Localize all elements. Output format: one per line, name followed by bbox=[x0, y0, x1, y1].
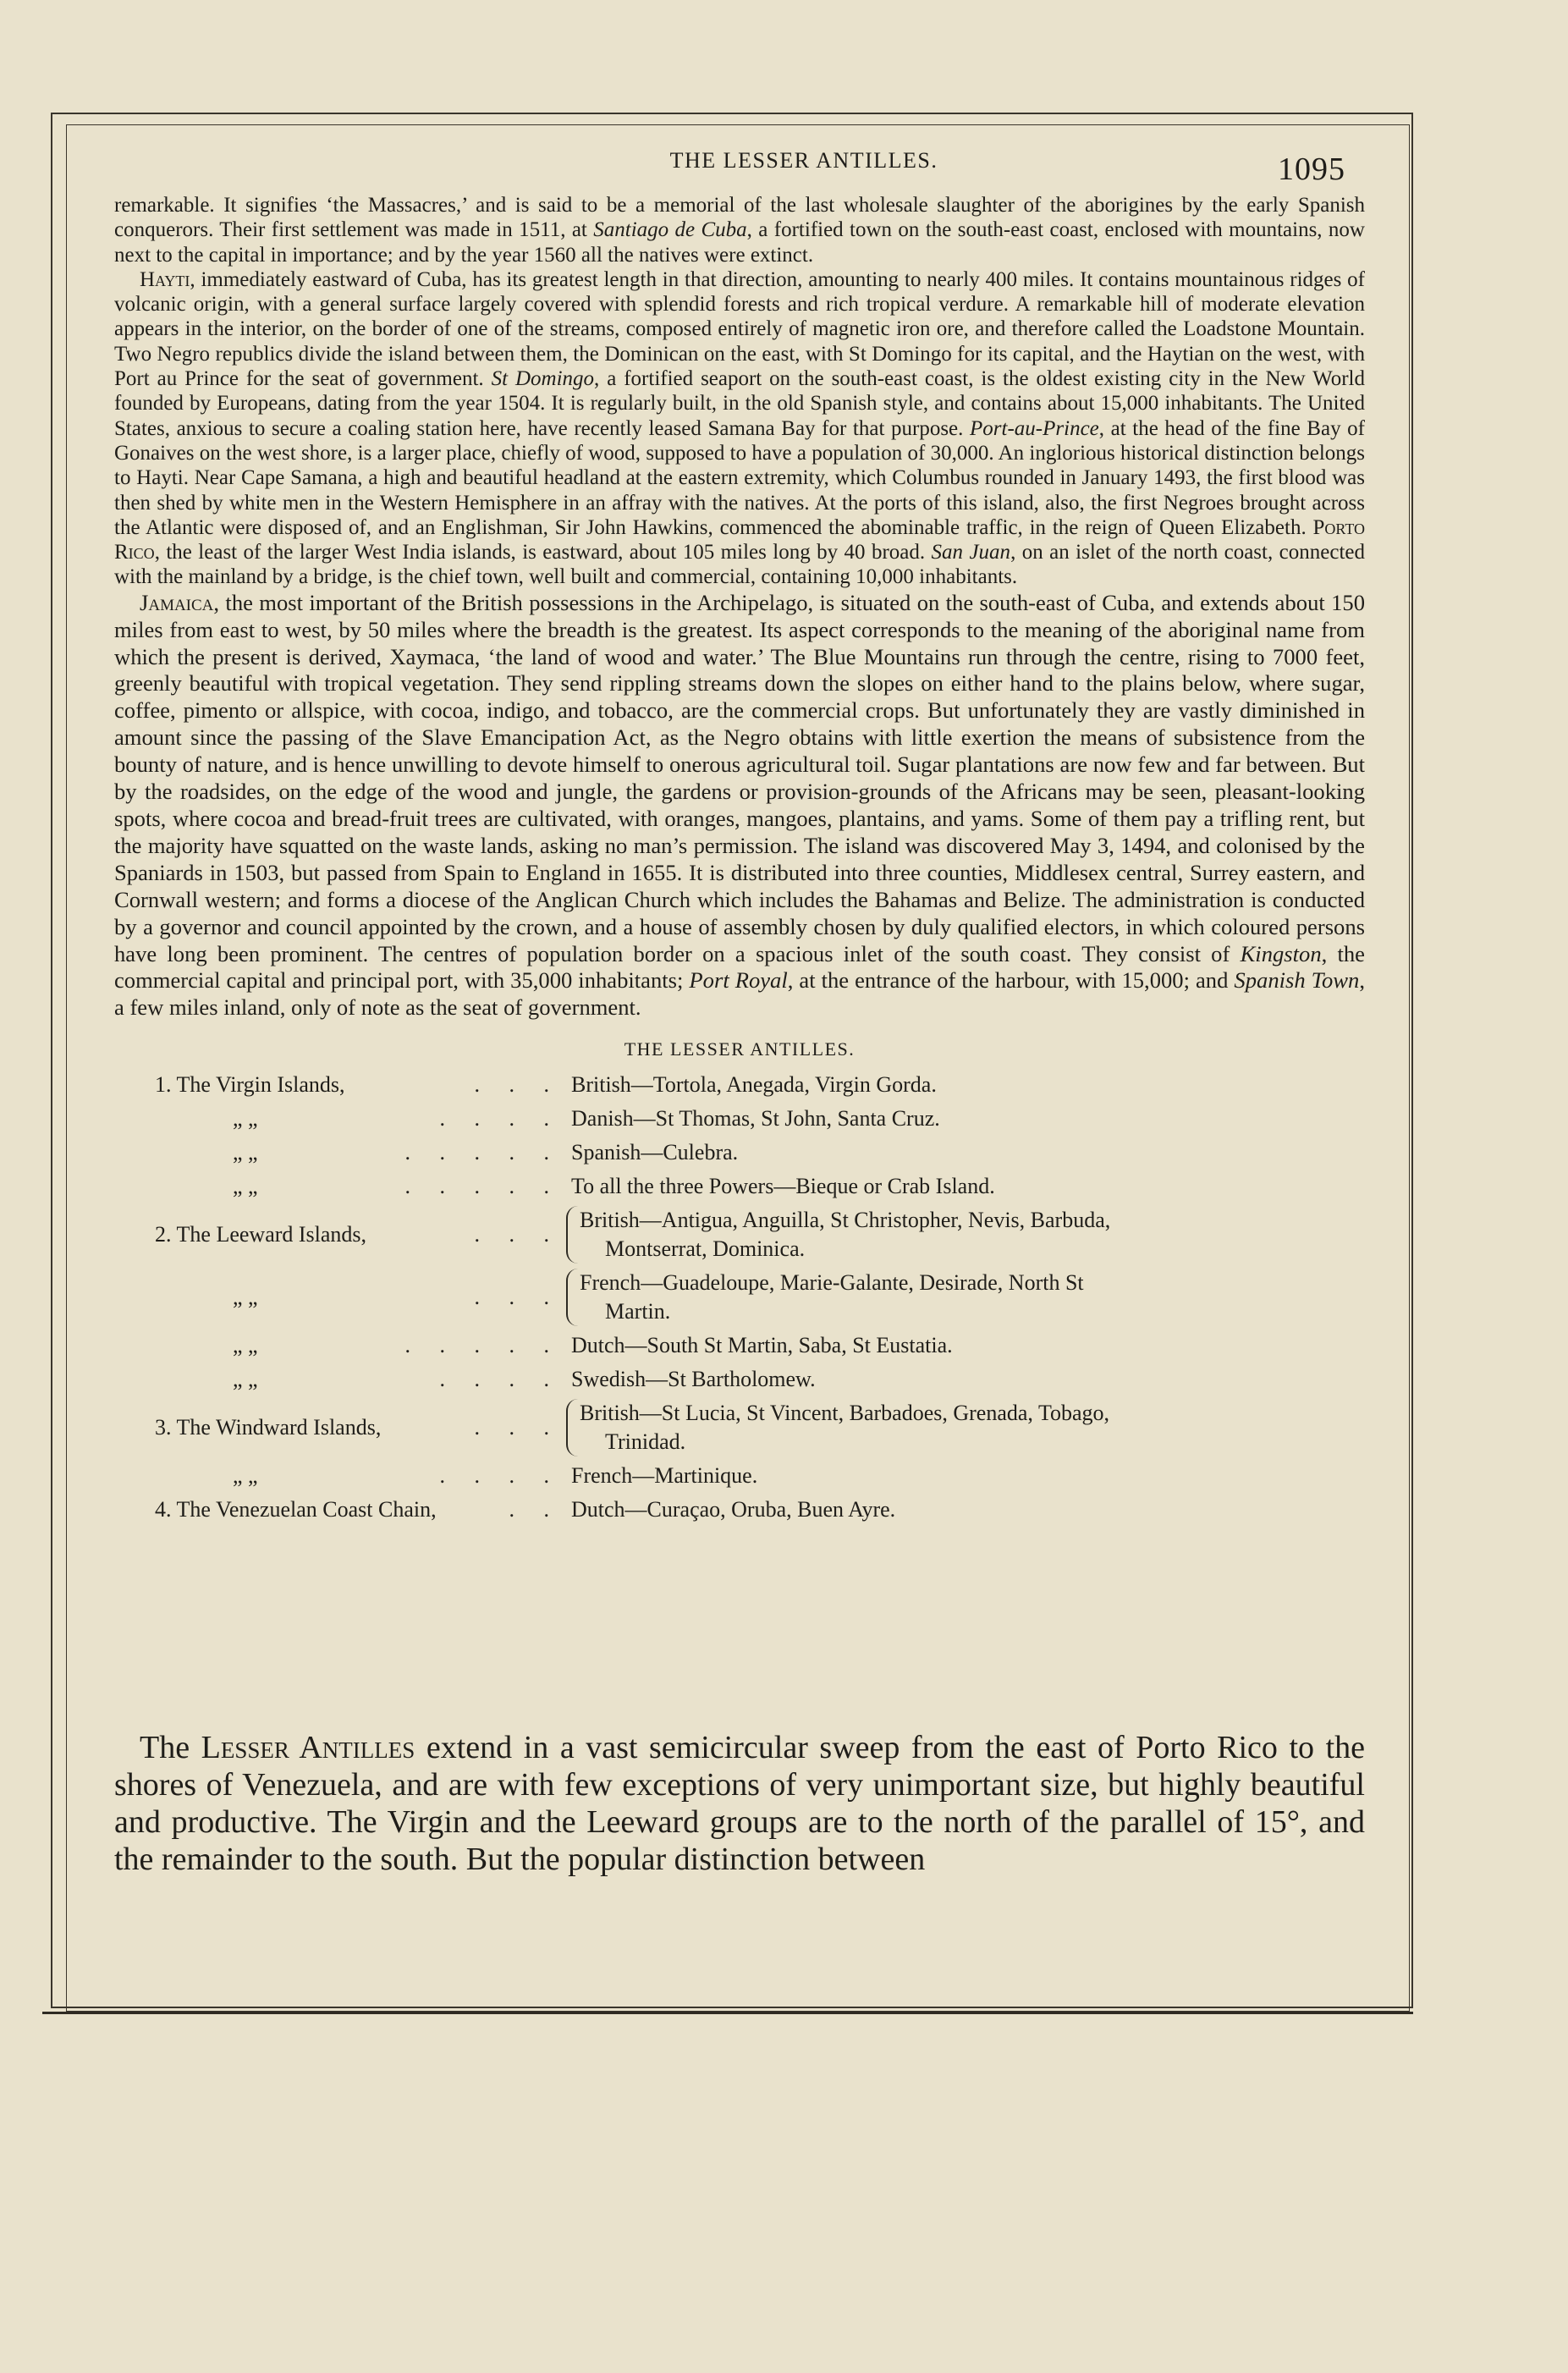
table-title: THE LESSER ANTILLES. bbox=[624, 1038, 856, 1060]
dot-leader: . . bbox=[509, 1497, 561, 1522]
port-au-prince: Port-au-Prince bbox=[970, 416, 1099, 440]
final-text-the: The bbox=[140, 1730, 201, 1765]
jamaica-text-1: , the most important of the British possessions in the Archipelago, is situated on the south-east of Cuba, and extends about 150 miles from east to west, by 50 miles where the breadth is the greatest. Its aspect corresponds to the meaning of the aboriginal name from which the present is derived, Xaymaca, ‘the land of wood and water.’ The Blue Mountains run through the centre, rising to 7000 feet, greenly beautiful with tropical vegetation. They send rippling streams down the slopes on either hand to the plains below, where sugar, coffee, pimento or allspice, with cocoa, indigo, and tobacco, are the commercial crops. But unfortunately they are vastly diminished in amount since the passing of the Slave Emancipation Act, as the Negro obtains with little exertion the means of subsistence from the bounty of nature, and is hence unwilling to devote himself to onerous agricultural toil. Sugar plantations are now few and far between. But by the roadsides, on the edge of the wood and jungle, the gardens or provision-grounds of the Africans may be seen, pleasant-looking spots, where cocoa and bread-fruit trees are cultivated, with oranges, mangoes, plantains, and yams. Some of them pay a trifling rent, but the majority have squatted on the waste lands, asking no man’s permission. The island was discovered May 3, 1494, and colonised by the Spaniards in 1503, but passed from Spain to England in 1655. It is distributed into three counties, Middlesex central, Surrey eastern, and Cornwall western; and forms a diocese of the Anglican Church which includes the Bahamas and Belize. The administration is conducted by a governor and council appointed by the crown, and a house of assembly chosen by duly qualified electors, in which coloured persons have long been prominent. The centres of population border on a spacious inlet of the south coast. They consist of bbox=[114, 589, 1365, 966]
santiago-de-cuba: Santiago de Cuba bbox=[593, 218, 747, 242]
hayti-text-2: , a fortified seaport on the south-east coast, is the oldest existing city in the New World founded by Europeans, dating from the year 1504. It is regularly built, in the old Spanish style, and contains about 15,000 inhabitants. The United States, anxious to secure a coaling station here, have recently leased Samana Bay for that purpose. bbox=[114, 367, 1366, 440]
ditto-mark: „ „ bbox=[233, 1333, 258, 1358]
hayti-text-4: , the least of the larger West India islands, is eastward, about 105 miles long by 40 broad. bbox=[154, 541, 932, 564]
virgin-danish: Danish—St Thomas, St John, Santa Cruz. bbox=[571, 1106, 940, 1131]
porto-rico-heading: Porto Rico bbox=[114, 515, 1365, 564]
leeward-british: British—Antigua, Anguilla, St Christopher, Nevis, Barbuda, bbox=[580, 1208, 1111, 1233]
table-row bbox=[114, 1365, 1365, 1394]
virgin-three-powers: To all the three Powers—Bieque or Crab Island. bbox=[571, 1174, 995, 1199]
table-row bbox=[114, 1495, 1365, 1524]
hayti-text-5: , on an islet of the north coast, connected with the mainland by a bridge, is the chief town, well built and commercial, containing 10,000 inhabitants. bbox=[114, 541, 1365, 589]
lesser-antilles-paragraph bbox=[114, 1729, 1365, 1878]
virgin-spanish: Spanish—Culebra. bbox=[571, 1140, 739, 1165]
table-row bbox=[114, 1104, 1365, 1133]
dot-leader: . . . . bbox=[439, 1106, 561, 1131]
dot-leader: . . . bbox=[474, 1222, 561, 1247]
dot-leader: . . . . . bbox=[404, 1140, 561, 1165]
island-groups-table bbox=[114, 1071, 1365, 1524]
jamaica-paragraph bbox=[114, 590, 1365, 1022]
main-text bbox=[114, 193, 1365, 1529]
lesser-antilles-heading: Lesser Antilles bbox=[201, 1730, 415, 1765]
windward-french: French—Martinique. bbox=[571, 1463, 758, 1489]
table-row bbox=[114, 1269, 1365, 1326]
leeward-french: French—Guadeloupe, Marie-Galante, Desirade, North St bbox=[580, 1270, 1084, 1296]
cuba-paragraph bbox=[114, 193, 1365, 267]
running-head: THE LESSER ANTILLES. bbox=[669, 148, 938, 173]
jamaica-text-4: , a few miles inland, only of note as the seat of government. bbox=[114, 967, 1365, 1021]
table-row bbox=[114, 1138, 1365, 1167]
kingston: Kingston bbox=[1240, 940, 1322, 966]
final-text: extend in a vast semicircular sweep from the east of Porto Rico to the shores of Venezuela, and are with few exceptions of very unimportant size, but highly beautiful and productive. The Virgin and the Leeward groups are to the north of the parallel of 15°, and the remainder to the south. But the popular distinction between bbox=[114, 1730, 1366, 1877]
st-domingo: St Domingo bbox=[491, 367, 595, 391]
ditto-mark: „ „ bbox=[233, 1285, 258, 1310]
group-name-leeward: 2. The Leeward Islands, bbox=[155, 1222, 367, 1247]
ditto-mark: „ „ bbox=[233, 1463, 258, 1489]
dot-leader: . . . . . bbox=[404, 1174, 561, 1199]
ditto-mark: „ „ bbox=[233, 1106, 258, 1131]
table-row bbox=[114, 1206, 1365, 1264]
dot-leader: . . . bbox=[474, 1072, 561, 1098]
windward-british-cont: Trinidad. bbox=[605, 1429, 686, 1455]
page-number: 1095 bbox=[1278, 151, 1345, 187]
dot-leader: . . . . bbox=[439, 1463, 561, 1489]
hayti-paragraph bbox=[114, 267, 1365, 590]
ditto-mark: „ „ bbox=[233, 1367, 258, 1392]
table-row bbox=[114, 1071, 1365, 1099]
dot-leader: . . . . . bbox=[404, 1333, 561, 1358]
table-row bbox=[114, 1331, 1365, 1360]
dot-leader: . . . bbox=[474, 1285, 561, 1310]
cuba-text-1: remarkable. It signifies ‘the Massacres,’ and is said to be a memorial of the last wholesale slaughter of the aborigines by the early Spanish conquerors. Their first settlement was made in 1511, at bbox=[114, 194, 1365, 242]
table-row bbox=[114, 1462, 1365, 1490]
jamaica-text-2: , the commercial capital and principal port, with 35,000 inhabitants; bbox=[114, 940, 1365, 994]
hayti-text-1: , immediately eastward of Cuba, has its greatest length in that direction, amounting to nearly 400 miles. It contains mountainous ridges of volcanic origin, with a general surface largely covered with splendid forests and rich tropical verdure. A remarkable hill of moderate elevation appears in the interior, on the border of one of the streams, composed entirely of magnetic iron ore, and therefore called the Loadstone Mountain. Two Negro republics divide the island between them, the Dominican on the east, with St Domingo for its capital, and the Haytian on the west, with Port au Prince for the seat of government. bbox=[114, 267, 1365, 391]
cuba-text-2: , a fortified town on the south-east coast, enclosed with mountains, now next to the capital in importance; and by the year 1560 all the natives were extinct. bbox=[114, 218, 1365, 267]
ditto-mark: „ „ bbox=[233, 1174, 258, 1199]
spanish-town: Spanish Town bbox=[1234, 967, 1360, 994]
san-juan: San Juan bbox=[931, 541, 1011, 564]
venezuelan-dutch: Dutch—Curaçao, Oruba, Buen Ayre. bbox=[571, 1497, 896, 1522]
group-name-virgin: 1. The Virgin Islands, bbox=[155, 1072, 345, 1098]
leeward-swedish: Swedish—St Bartholomew. bbox=[571, 1367, 816, 1392]
group-name-venezuelan: 4. The Venezuelan Coast Chain, bbox=[155, 1497, 437, 1522]
bottom-rule bbox=[42, 2012, 1413, 2014]
table-row bbox=[114, 1172, 1365, 1201]
dot-leader: . . . bbox=[474, 1415, 561, 1440]
leeward-french-cont: Martin. bbox=[605, 1299, 671, 1324]
leeward-dutch: Dutch—South St Martin, Saba, St Eustatia. bbox=[571, 1333, 953, 1358]
leeward-british-cont: Montserrat, Dominica. bbox=[605, 1236, 806, 1262]
windward-british: British—St Lucia, St Vincent, Barbadoes, Grenada, Tobago, bbox=[580, 1401, 1110, 1426]
ditto-mark: „ „ bbox=[233, 1140, 258, 1165]
virgin-british: British—Tortola, Anegada, Virgin Gorda. bbox=[571, 1072, 937, 1098]
jamaica-text-3: , at the entrance of the harbour, with 15,000; and bbox=[787, 967, 1235, 994]
table-row bbox=[114, 1399, 1365, 1456]
jamaica-heading: Jamaica bbox=[140, 589, 214, 615]
port-royal: Port Royal bbox=[689, 967, 788, 994]
dot-leader: . . . . bbox=[439, 1367, 561, 1392]
hayti-text-3: , at the head of the fine Bay of Gonaives on the west shore, is a larger place, chiefly of wood, supposed to have a population of 30,000. An inglorious historical distinction belongs to Hayti. Near Cape Samana, a high and beautiful headland at the eastern extremity, which Columbus rounded in January 1493, the first blood was then shed by white men in the Western Hemisphere in an affray with the natives. At the ports of this island, also, the first Negroes brought across the Atlantic were disposed of, and an Englishman, Sir John Hawkins, commenced the abominable traffic, in the reign of Queen Elizabeth. bbox=[114, 416, 1366, 539]
group-name-windward: 3. The Windward Islands, bbox=[155, 1415, 382, 1440]
hayti-heading: Hayti bbox=[140, 267, 190, 291]
